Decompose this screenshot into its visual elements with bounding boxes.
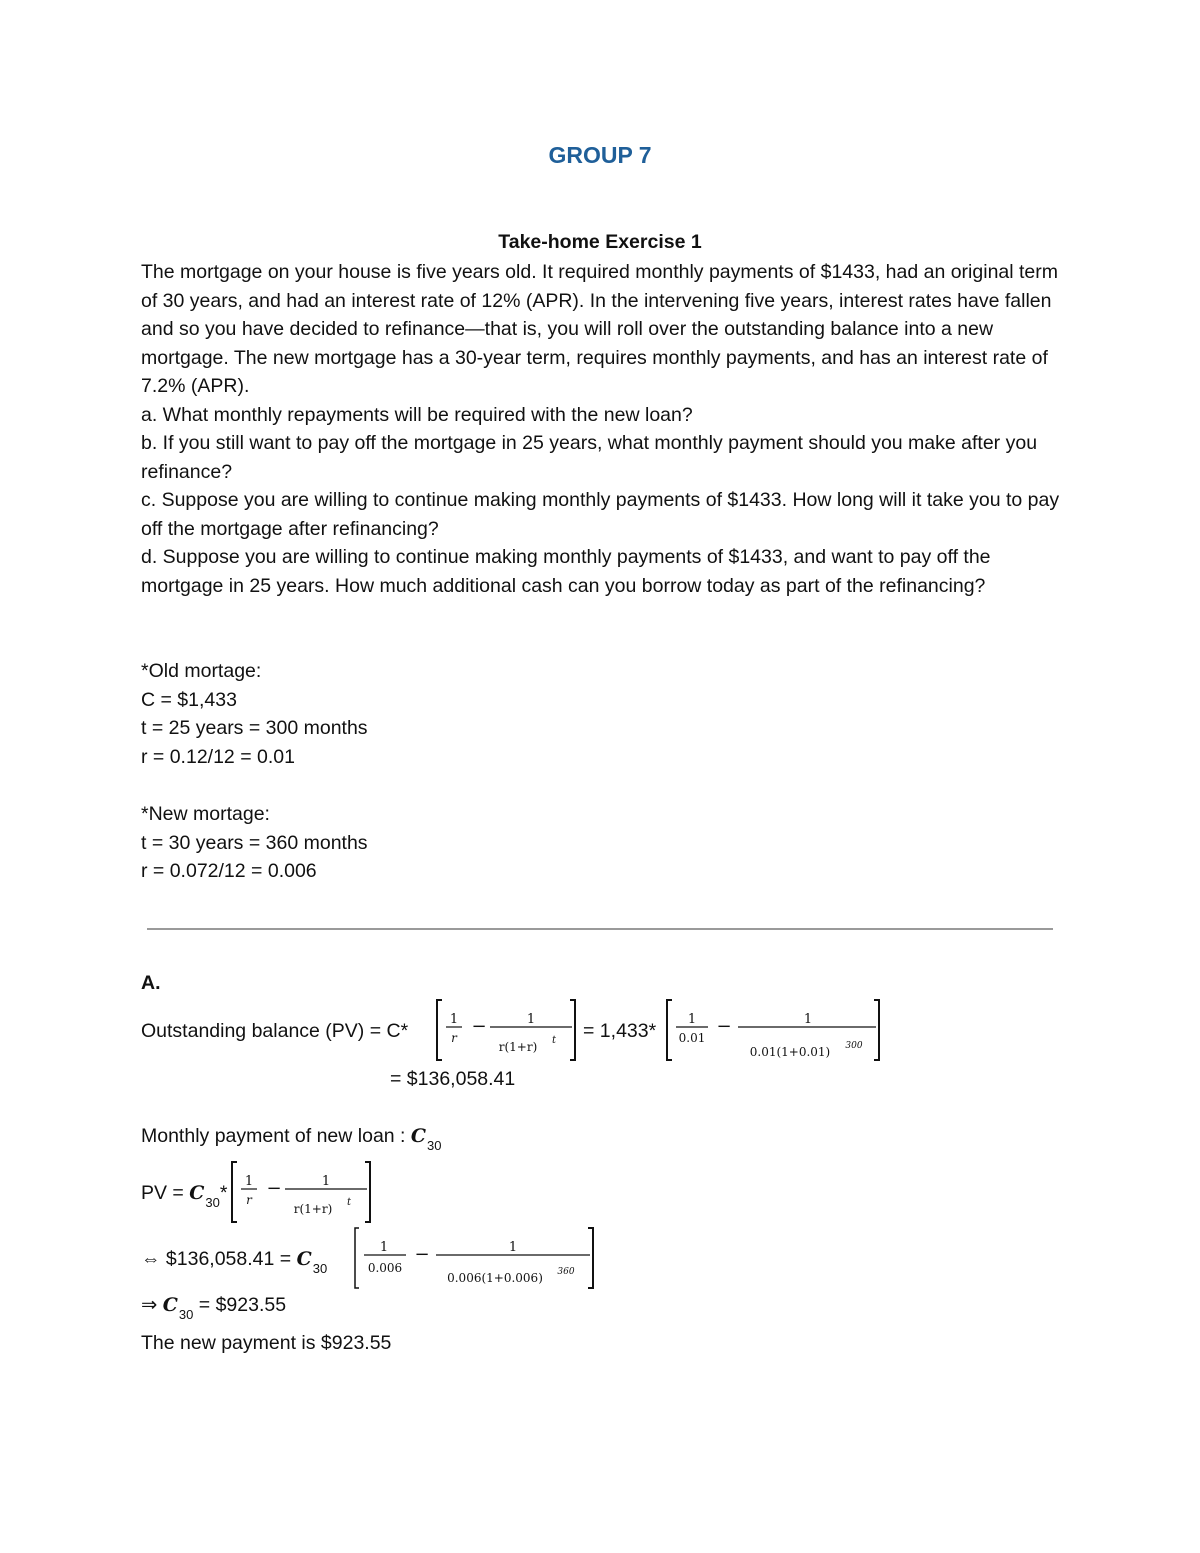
equivalence-line <box>141 1247 328 1276</box>
formula-denominator: r(1+r) <box>293 1202 333 1216</box>
formula-exponent-old: 300 <box>845 1041 863 1051</box>
old-mortgage-r: r = 0.12/12 = 0.01 <box>141 745 295 768</box>
formula-one: 1 <box>803 1012 813 1027</box>
conclusion-text: The new payment is $923.55 <box>141 1332 392 1354</box>
c30-value: = $923.55 <box>198 1294 287 1316</box>
c30-subscript: 30 <box>178 1307 194 1322</box>
formula-rate-old: 0.01 <box>678 1031 706 1045</box>
formula-minus: − <box>266 1178 282 1199</box>
old-mortgage-heading: *Old mortage: <box>141 660 262 682</box>
formula-one: 1 <box>449 1012 459 1027</box>
monthly-payment-label: Monthly payment of new loan : <box>141 1125 411 1147</box>
formula-denominator-new: 0.006(1+0.006) <box>447 1271 543 1285</box>
formula-one: 1 <box>508 1240 518 1255</box>
pv-prefix: Outstanding balance (PV) = C* <box>141 1020 409 1042</box>
pv-c30-line <box>141 1181 228 1210</box>
formula-exponent: t <box>346 1197 352 1208</box>
implies-prefix: ⇒ <box>141 1294 163 1316</box>
problem-intro: The mortgage on your house is five years old. It required monthly payments of $1433, had an original term of 30 years, and had an interest rate of 12% (APR). In the intervening five years, interest rates have fallen and so you have decided to refinance—that is, you will roll over the outstanding balance into a new mortgage. The new mortgage has a 30-year term, requires monthly payments, and has an interest rate of 7.2% (APR). <box>141 261 1059 397</box>
formula-one: 1 <box>321 1174 331 1189</box>
new-mortgage-block <box>141 800 368 886</box>
formula-r: r <box>451 1031 457 1045</box>
new-mortgage-r: r = 0.072/12 = 0.006 <box>141 860 317 882</box>
question-c: c. Suppose you are willing to continue making monthly payments of $1433. How long will it take you to pay off the mortgage after refinancing? <box>141 489 1060 540</box>
formula-one: 1 <box>526 1012 536 1027</box>
multiply-star: * <box>219 1182 228 1204</box>
formula-one: 1 <box>379 1240 389 1255</box>
c30-symbol: C <box>410 1125 427 1147</box>
new-mortgage-heading: *New mortage: <box>141 803 270 825</box>
formula-minus: − <box>471 1016 487 1037</box>
formula-minus: − <box>716 1016 732 1037</box>
formula-denominator: r(1+r) <box>498 1040 538 1054</box>
old-mortgage-t: t = 25 years = 300 months <box>141 717 368 739</box>
annuity-formula-old-values <box>660 996 885 1064</box>
exercise-title: Take-home Exercise 1 <box>498 231 702 253</box>
implies-line <box>141 1293 287 1322</box>
old-mortgage-c: C = $1,433 <box>141 688 237 711</box>
monthly-payment-line <box>141 1124 442 1153</box>
question-a: a. What monthly repayments will be required with the new loan? <box>141 403 693 426</box>
c30-symbol: C <box>296 1248 312 1270</box>
formula-exponent-new: 360 <box>557 1267 575 1277</box>
pv-result: = $136,058.41 <box>390 1068 516 1090</box>
pv-equals: = 1,433* <box>583 1020 657 1042</box>
formula-rate-new: 0.006 <box>367 1261 403 1275</box>
annuity-formula-symbolic <box>430 996 580 1064</box>
formula-exponent: t <box>551 1035 557 1046</box>
formula-one: 1 <box>244 1174 254 1189</box>
formula-denominator-old: 0.01(1+0.01) <box>749 1045 831 1059</box>
c30-subscript: 30 <box>205 1195 220 1210</box>
question-b: b. If you still want to pay off the mortgage in 25 years, what monthly payment should you make after you refinance? <box>141 432 1038 483</box>
old-mortgage-block <box>141 657 368 771</box>
pv-label: PV = <box>141 1182 190 1204</box>
c30-symbol: C <box>162 1294 178 1316</box>
annuity-formula-new-values <box>350 1224 600 1292</box>
question-d: d. Suppose you are willing to continue making monthly payments of $1433, and want to pay off the mortgage in 25 years. How much additional cash can you borrow today as part of the refinancing? <box>141 546 991 597</box>
formula-r: r <box>246 1193 252 1207</box>
problem-statement <box>141 258 1061 600</box>
horizontal-divider <box>147 928 1053 930</box>
c30-subscript: 30 <box>427 1138 442 1153</box>
equivalence-prefix: ⇔ $136,058.41 = <box>141 1248 297 1270</box>
formula-minus: − <box>414 1244 430 1265</box>
section-a-label: A. <box>141 972 161 994</box>
new-mortgage-t: t = 30 years = 360 months <box>141 831 368 854</box>
group-title: GROUP 7 <box>548 142 652 168</box>
annuity-formula-symbolic-2 <box>225 1158 375 1226</box>
formula-one: 1 <box>687 1012 697 1027</box>
c30-symbol: C <box>189 1182 205 1204</box>
c30-subscript: 30 <box>312 1261 328 1276</box>
